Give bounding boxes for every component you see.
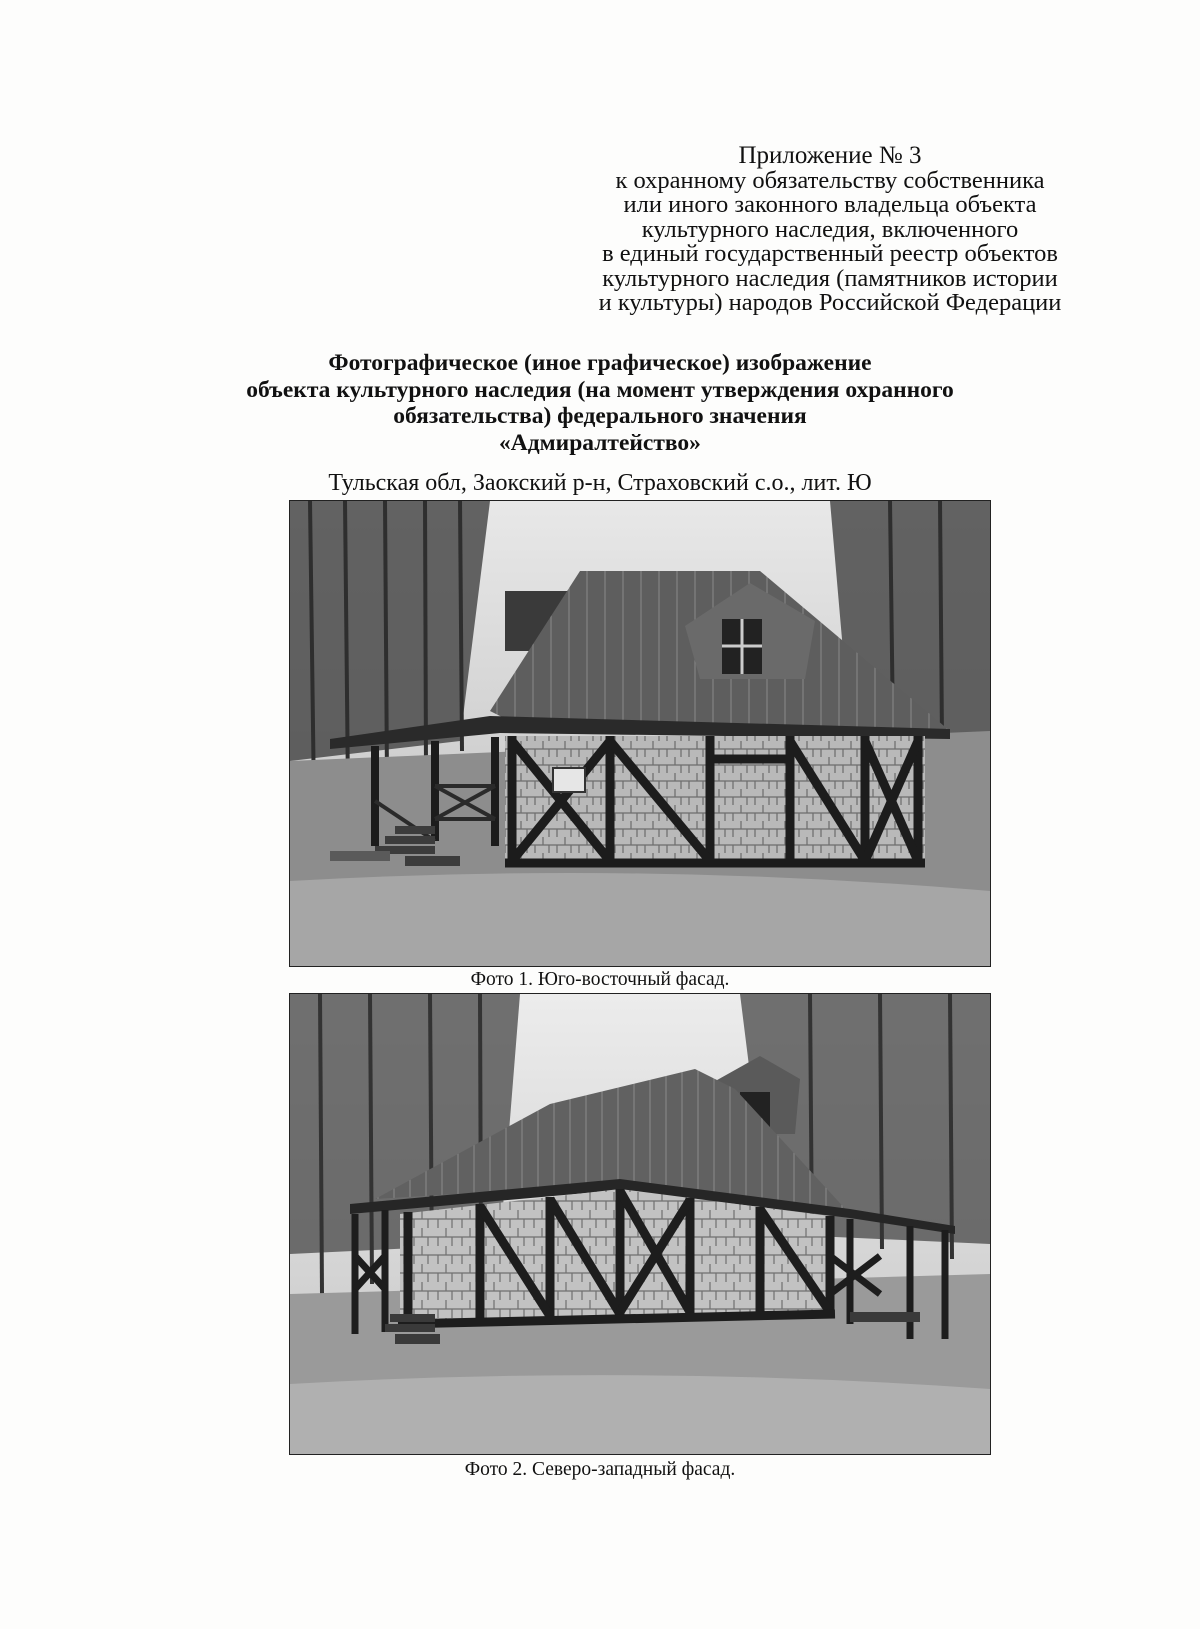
appendix-line: или иного законного владельца объекта xyxy=(623,191,1037,218)
document-heading xyxy=(0,350,1200,456)
appendix-line: к охранному обязательству собственника xyxy=(615,166,1045,194)
appendix-line: и культуры) народов Российской Федерации xyxy=(598,289,1062,316)
appendix-line: культурного наследия (памятников истории xyxy=(602,264,1058,292)
appendix-line: культурного наследия, включенного xyxy=(641,215,1019,243)
heading-object-name: «Адмиралтейство» xyxy=(499,429,701,456)
appendix-note xyxy=(560,144,1100,316)
photo-caption: Фото 2. Северо-западный фасад. xyxy=(464,1459,736,1480)
appendix-title: Приложение № 3 xyxy=(738,142,922,169)
heading-line: Фотографическое (иное графическое) изображение xyxy=(328,350,872,376)
photo-caption: Фото 1. Юго-восточный фасад. xyxy=(470,969,730,990)
heading-line: объекта культурного наследия (на момент утверждения охранного xyxy=(246,376,954,403)
heading-line: обязательства) федерального значения xyxy=(393,403,807,429)
photo-northwest-facade xyxy=(289,993,991,1455)
photo-southeast-facade xyxy=(289,500,991,967)
appendix-line: в единый государственный реестр объектов xyxy=(602,240,1058,267)
object-address: Тульская обл, Заокский р-н, Страховский с.о., лит. Ю xyxy=(328,470,872,496)
